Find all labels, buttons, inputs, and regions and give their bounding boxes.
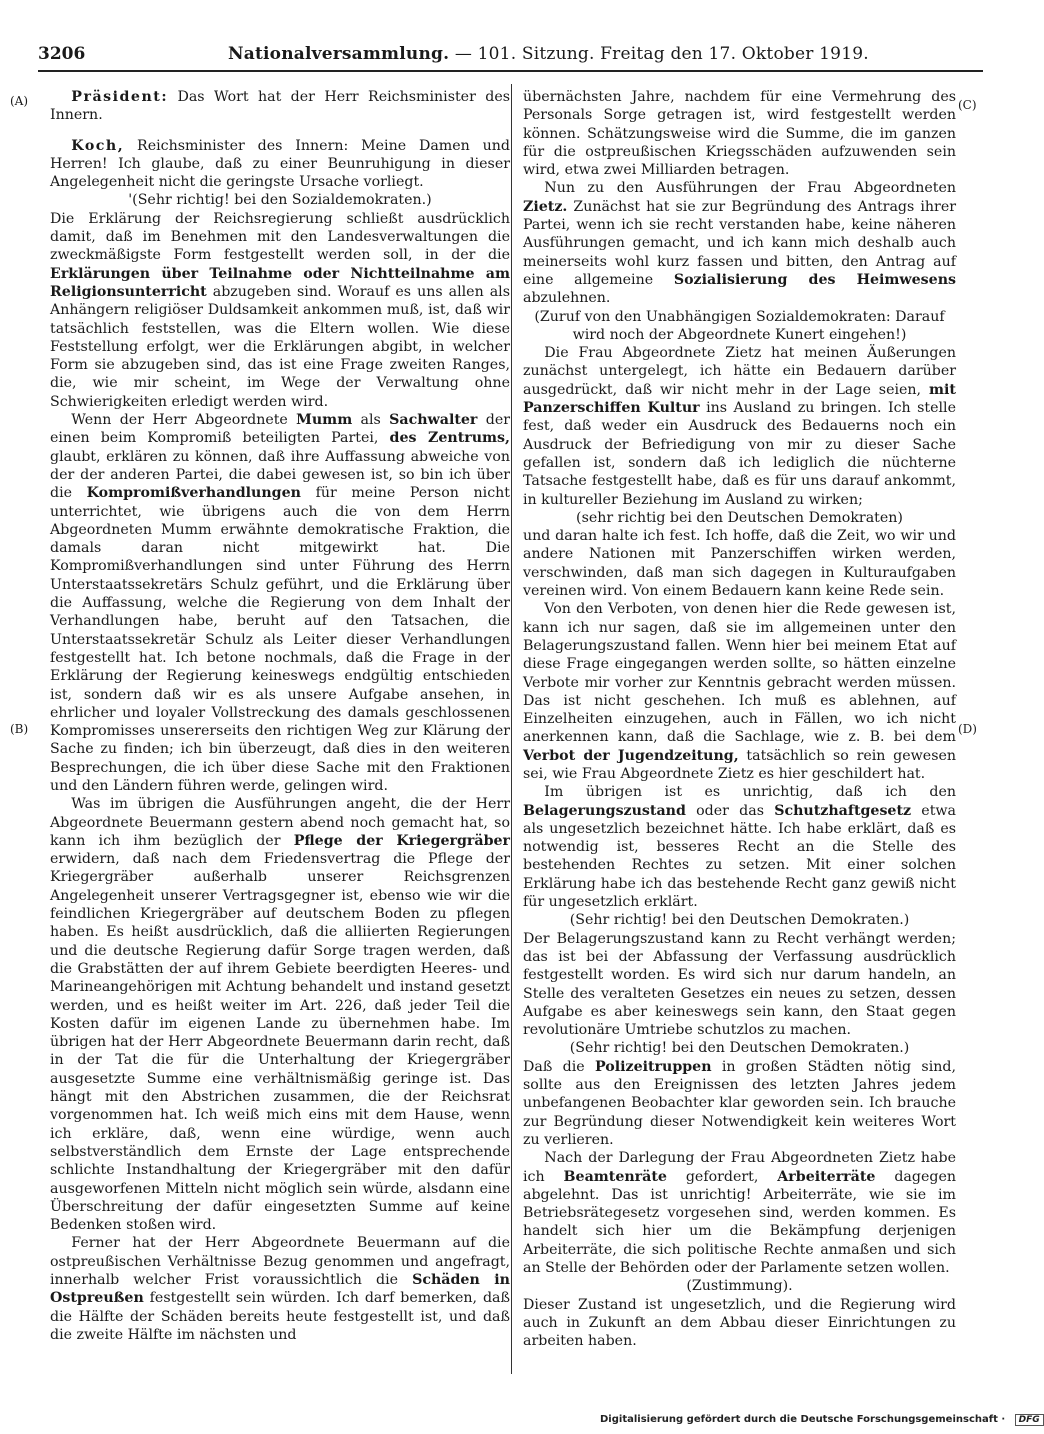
assembly-name: Nationalversammlung. xyxy=(228,44,450,64)
credit-text: Digitalisierung gefördert durch die Deutsche Forschungsgemeinschaft · xyxy=(600,1414,1006,1425)
margin-marker-a: (A) xyxy=(10,94,29,108)
column-divider xyxy=(511,84,512,1374)
paragraph xyxy=(523,600,956,783)
margin-marker-d: (D) xyxy=(958,722,977,736)
paragraph-text: Wenn der Herr Abgeordnete xyxy=(71,412,297,429)
emphasis: mit Panzerschiffen Kultur xyxy=(523,381,956,417)
paragraph: Dieser Zustand ist ungesetzlich, und die Regierung wird auch in Zukunft an dem Abbau dieser Einrichtungen zu arbeiten haben. xyxy=(523,1296,956,1350)
emphasis: Kompromißverhandlungen xyxy=(86,485,301,502)
paragraph xyxy=(50,210,510,411)
session-date: Freitag den 17. Oktober 1919. xyxy=(600,44,869,64)
emphasis: des Zentrums, xyxy=(389,430,510,447)
paragraph-text: oder das xyxy=(685,802,775,819)
interjection: (sehr richtig bei den Deutschen Demokraten) xyxy=(576,509,903,526)
interjection: (Sehr richtig! bei den Deutschen Demokraten.) xyxy=(569,912,910,929)
interjection: '(Sehr richtig! bei den Sozialdemokraten.) xyxy=(128,192,432,209)
page-number: 3206 xyxy=(38,44,86,64)
emphasis: Schutzhaftgesetz xyxy=(774,802,912,819)
paragraph xyxy=(523,344,956,509)
paragraph xyxy=(523,179,956,307)
paragraph-text: in großen Städten nötig sind, sollte aus den Ereignissen des letzten Jahres jedem unbefangenen Beobachter klar geworden sein. Ich brauche zur Begründung dieser Notwendigkeit kein weiteres Wort zu verlieren. xyxy=(523,1058,956,1148)
paragraph-text: Die Erklärung der Reichsregierung schließt ausdrücklich damit, daß im Benehmen mit den Landesverwaltungen die zweckmäßigste Form festgestellt werden soll, in der die xyxy=(50,210,510,264)
paragraph: Der Belagerungszustand kann zu Recht verhängt werden; das ist bei der Abfassung der Verfassung ausdrücklich festgestellt worden. Es wird sich nur darum handeln, an Stelle des veralteten Gesetzes ein neues zu setzen, dessen Aufgabe es aber keineswegs sein kann, den Staat gegen revolutionäre Umtriebe schutzlos zu machen. xyxy=(523,930,956,1039)
emphasis: Verbot der Jugendzeitung, xyxy=(523,747,739,764)
paragraph-text: tatsächlich so rein gewesen sei, wie Frau Abgeordnete Zietz es hier geschildert hat. xyxy=(523,747,957,782)
paragraph-text: ins Ausland zu bringen. Ich stelle fest, daß weder ein Ausdruck des Bedauerns noch ein Ausdruck der Befriedigung von mir zu dieser Sache gefallen ist, sondern daß ich lediglich die nüchterne Tatsache festgestellt habe, daß es für uns darauf ankommt, in kultureller Beziehung im Ausland zu wirken; xyxy=(523,400,956,508)
running-head xyxy=(228,44,869,64)
paragraph xyxy=(523,1058,956,1149)
emphasis: Arbeiterräte xyxy=(777,1168,876,1185)
emphasis: Zietz. xyxy=(523,198,568,215)
emphasis: Belagerungszustand xyxy=(523,802,686,819)
interjection: (Zustimmung). xyxy=(686,1278,793,1295)
paragraph-text: als xyxy=(352,412,390,429)
paragraph-text: gefordert, xyxy=(666,1168,778,1185)
paragraph xyxy=(50,411,510,795)
emphasis: Sozialisierung des Heimwesens xyxy=(673,271,956,288)
paragraph-text: abzugeben sind. Worauf es uns allen als Anhängern religiöser Duldsamkeit ankommen muß, ist, daß wir tatsächlich feststellen, was die Eltern wollen. Wie diese Feststellung erfolgt, wer die Erklärungen abgibt, in welcher Form sie abzugeben sind, das ist eine Frage zweiten Ranges, die, wie mir scheint, im Wege der Verwaltung ohne Schwierigkeiten erledigt werden wird. xyxy=(50,283,510,410)
margin-marker-b: (B) xyxy=(10,722,29,736)
paragraph xyxy=(50,137,510,192)
paragraph: und daran halte ich fest. Ich hoffe, daß die Zeit, wo wir und andere Nationen mit Panzerschiffen wirken werden, verschwinden, daß man sich dagegen in Kulturaufgaben vereinen wird. Von einem Bedauern kann keine Rede sein. xyxy=(523,528,956,600)
paragraph xyxy=(50,88,510,125)
paragraph-text: abzulehnen. xyxy=(523,290,611,307)
interjection: (Sehr richtig! bei den Deutschen Demokraten.) xyxy=(569,1040,910,1057)
paragraph-text: Nach der Darlegung der Frau Abgeordneten Zietz habe ich xyxy=(523,1150,956,1185)
speaker-name: Koch, xyxy=(71,137,125,154)
paragraph-text: glaubt, erklären zu können, daß ihre Auffassung abweiche von der der anderen Partei, die dabei gewesen ist, so bin ich über die xyxy=(50,448,510,502)
paragraph-text: Zunächst hat sie zur Begründung des Antrags ihrer Partei, wenn ich sie recht verstanden habe, keine näheren Ausführungen gemacht, und ich kann mich deshalb auch meinerseits wohl kurz fassen und bitten, den Antrag auf eine allgemeine xyxy=(523,198,956,288)
header-rule xyxy=(38,70,983,72)
paragraph-text: etwa als ungesetzlich bezeichnet hätte. Ich habe erklärt, daß es notwendig ist, besseres Recht an die Stelle des bestehenden Rechtes zu setzen. Mit einer solchen Erklärung habe ich das bestehende Recht ganz gewiß nicht für ungesetzlich erklärt. xyxy=(523,802,956,911)
paragraph-text: Die Frau Abgeordnete Zietz hat meinen Äußerungen zunächst untergelegt, ich hätte ein Bedauern darüber ausgedrückt, daß wir nicht mehr in der Lage seien, xyxy=(523,345,956,398)
left-column xyxy=(50,88,510,1344)
emphasis: Schäden in Ostpreußen xyxy=(50,1272,510,1307)
emphasis: Erklärungen über Teilnahme oder Nichtteilnahme am Religionsunterricht xyxy=(50,265,510,300)
emphasis: Sachwalter xyxy=(389,412,478,429)
page-header xyxy=(38,44,983,70)
paragraph-text: festgestellt sein würden. Ich darf bemerken, daß die Hälfte der Schäden bereits heute festgestellt ist, und daß die zweite Hälfte im nächsten und xyxy=(50,1290,510,1343)
paragraph xyxy=(523,1149,956,1277)
emphasis: Polizeitruppen xyxy=(594,1058,712,1075)
emphasis: Beamtenräte xyxy=(563,1168,667,1185)
paragraph-text: Von den Verboten, von denen hier die Rede gewesen ist, kann ich nur sagen, daß sie im allgemeinen unter den Belagerungszustand fallen. Wenn hier bei meinem Etat auf diese Frage eingegangen werden sollte, so hätten einzelne Verbote mir vorher zur Kenntnis gebracht werden müssen. Das ist nicht geschehen. Ich muß es ablehnen, auf Einzelheiten einzugehen, auch in Fällen, wo ich nicht anerkennen kann, daß die Sachlage, wie z. B. bei dem xyxy=(523,601,956,746)
paragraph-text: Im übrigen ist es unrichtig, daß ich den xyxy=(544,784,956,801)
margin-marker-c: (C) xyxy=(958,98,977,112)
dfg-logo: DFG xyxy=(1015,1414,1044,1426)
right-column xyxy=(523,88,956,1350)
paragraph-text: dagegen abgelehnt. Das ist unrichtig! Arbeiterräte, wie sie im Betriebsrätegesetz vorgesehen sind, werden kommen. Es handelt sich hier um die Bekämpfung derjenigen Arbeiterräte, die sich politische Rechte anmaßen und sich an Stelle der Behörden oder der Parlamente setzen wollen. xyxy=(523,1168,956,1276)
session-number: — 101. Sitzung. xyxy=(454,44,595,64)
emphasis: Mumm xyxy=(296,412,353,429)
speaker-name: Präsident: xyxy=(71,89,169,105)
paragraph-text: der einen beim Kompromiß beteiligten Partei, xyxy=(50,412,510,447)
paragraph-text: für meine Person nicht unterrichtet, wie übrigens auch die von dem Herrn Abgeordneten Mumm erwähnte demokratische Fraktion, die damals daran nicht mitgewirkt hat. Die Kompromißverhandlungen sind unter Führung des Herrn Unterstaatssekretärs Schulz geführt, und die Erklärung über die Auffassung, welche die Regierung von dem Inhalt der Verhandlungen habe, beruht auf den Tatsachen, die Unterstaatssekretär Schulz als Leiter dieser Verhandlungen festgestellt hat. Ich betone nochmals, daß die Frage in der Erklärung der Regierung keineswegs endgültig entschieden ist, sondern daß wir es als unsere Aufgabe ansehen, in ehrlicher und loyaler Vollstreckung des damals geschlossenen Kompromisses unsererseits den richtigen Weg zur Klärung der Sache zu finden; ich bin überzeugt, daß dies in den weiteren Besprechungen, die ich über diese Sache mit den Fraktionen und den Ländern führen werde, gelingen wird. xyxy=(50,485,511,794)
paragraph-text: Das Wort hat der Herr Reichsminister des Innern. xyxy=(50,89,510,124)
paragraph xyxy=(523,783,956,911)
paragraph-text: Daß die xyxy=(523,1058,595,1075)
paragraph xyxy=(50,1234,510,1344)
paragraph-text: Nun zu den Ausführungen der Frau Abgeordneten xyxy=(544,180,956,197)
paragraph xyxy=(50,795,510,1234)
paragraph-text: Reichsminister des Innern: Meine Damen und Herren! Ich glaube, daß zu einer Beunruhigung in dieser Angelegenheit nicht die geringste Ursache vorliegt. xyxy=(50,137,510,191)
emphasis: Pflege der Kriegergräber xyxy=(293,832,511,849)
paragraph-text: Ferner hat der Herr Abgeordnete Beuermann auf die ostpreußischen Verhältnisse Bezug genommen und angefragt, innerhalb welcher Frist voraussichtlich die xyxy=(50,1235,510,1288)
paragraph-text: erwidern, daß nach dem Friedensvertrag die Pflege der Kriegergräber außerhalb unserer Reichsgrenzen Angelegenheit unserer Vertragsgegner ist, ebenso wie wir die feindlichen Kriegergräber auf deutschem Boden zu pflegen haben. Es heißt ausdrücklich, daß die alliierten Regierungen und die deutsche Regierung dafür Sorge tragen werden, daß die Grabstätten der auf ihrem Gebiete beerdigten Heeres- und Marineangehörigen mit Achtung behandelt und instand gesetzt werden, und es heißt weiter im Art. 226, daß jeder Teil die Kosten dafür im eigenen Lande zu übernehmen habe. Im übrigen hat der Herr Abgeordnete Beuermann darin recht, daß in der Tat die für die Unterhaltung der Kriegergräber ausgesetzte Summe eine verhältnismäßig geringe ist. Das hängt mit den Abstrichen zusammen, die der Reichsrat vorgenommen hat. Ich weiß mich eins mit dem Hause, wenn ich erkläre, daß, wenn eine würdige, wenn auch selbstverständlich dem Ernste der Lage entsprechende schlichte Instandhaltung der Kriegergräber mit den dafür ausgeworfenen Mitteln nicht möglich sein würde, alsdann eine Überschreitung der dafür eingesetzten Summe auf keine Bedenken stoßen wird. xyxy=(50,851,510,1234)
interjection: (Zuruf von den Unabhängigen Sozialdemokraten: Darauf wird noch der Abgeordnete Kunert eingehen!) xyxy=(534,308,945,343)
digitization-credit xyxy=(600,1414,1044,1426)
paragraph: übernächsten Jahre, nachdem für eine Vermehrung des Personals Sorge getragen ist, wird festgestellt werden können. Schätzungsweise wird die Summe, die im ganzen für die ostpreußischen Kriegsschäden aufzuwenden sein wird, etwa zwei Milliarden betragen. xyxy=(523,89,956,179)
paragraph-text: Was im übrigen die Ausführungen angeht, die der Herr Abgeordnete Beuermann gestern abend noch gemacht hat, so kann ich ihm bezüglich der xyxy=(50,796,510,849)
